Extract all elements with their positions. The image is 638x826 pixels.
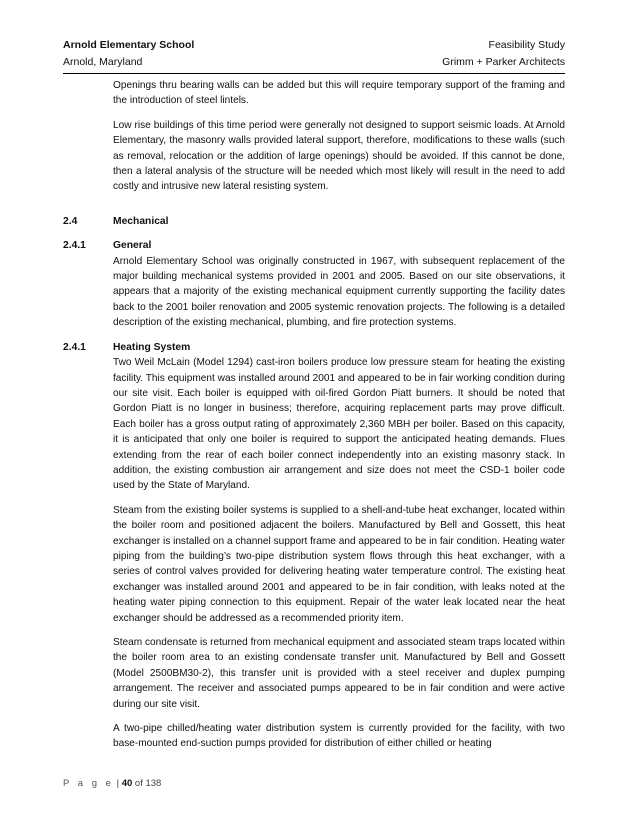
header-right <box>442 37 565 71</box>
footer-page-number: 40 <box>121 778 133 789</box>
section-title: Mechanical <box>113 215 169 227</box>
section-number: 2.4.1 <box>63 240 86 252</box>
paragraph-condensate: Steam condensate is returned from mechanical equipment and associated steam traps located within the boiler room area to an existing condensate transfer unit. Manufactured by Bell and Gossett (Model 2500BM30-2), this transfer unit is provided with a steel receiver and duplex pumping arrangement. The receiver and associated pumps appeared to be in fair condition and were active during our site visit. <box>113 637 565 710</box>
section-title: General <box>113 240 152 252</box>
paragraph-openings: Openings thru bearing walls can be added but this will require temporary support of the framing and the introduction of steel lintels. <box>113 80 565 107</box>
paragraph-seismic: Low rise buildings of this time period were generally not designed to support seismic loads. At Arnold Elementary, the masonry walls provided lateral support, therefore, modifications to these walls (such as removal, relocation or the addition of large openings) should be avoided. If this cannot be done, then a lateral analysis of the structure will be needed which most likely will result in the need to add costly and intrusive new lateral resisting system. <box>113 119 565 193</box>
page-footer <box>63 778 161 789</box>
footer-separator: | <box>116 778 120 789</box>
header-rule <box>63 73 565 74</box>
paragraph-steam: Steam from the existing boiler systems is supplied to a shell-and-tube heat exchanger, located within the boiler room and positioned adjacent the boilers. Manufactured by Bell and Gossett, this heat exchanger is installed on a channel support frame and appeared to be in fair condition. Heating water piping from the building’s two-pipe distribution system flows through this heat exchanger, with a series of control valves provided for delivering heating water temperature control. The existing heat exchanger was installed around 2001 and appeared to be in fair condition, with leaks noted at the heating water piping connection to this equipment. Repair of the water leak located near the heat exchanger should be addressed as a recommended priority item. <box>113 504 565 624</box>
paragraph-heating: Two Weil McLain (Model 1294) cast-iron boilers produce low pressure steam for heating the existing facility. This equipment was installed around 2001 and appeared to be in fair working condition during our site visit. Each boiler is equipped with oil-fired Gordon Piatt burners. It should be noted that Gordon Piatt is no longer in business; therefore, acquiring replacement parts may prove difficult. Each boiler has a gross output rating of approximately 2,360 MBH per boiler. Based on this capacity, it is anticipated that only one boiler is required to support the anticipated heating demands. Flues extending from the rear of each boiler connect independently into an existing masonry stack. In addition, the existing combustion air arrangement and size does not meet the CSD-1 boiler code used by the State of Maryland. <box>113 357 565 492</box>
header-school: Arnold Elementary School <box>63 39 195 51</box>
document-body <box>63 78 565 761</box>
section-2-4-1-general <box>63 238 565 330</box>
paragraph-chilled-water: A two-pipe chilled/heating water distribution system is currently provided for the facility, with two base-mounted end-suction pumps provided for distribution of either chilled or heating <box>113 723 565 750</box>
section-2-4-1-heating <box>63 340 565 494</box>
section-2-4 <box>63 214 565 229</box>
section-title: Heating System <box>113 341 191 353</box>
paragraph-general: Arnold Elementary School was originally constructed in 1967, with subsequent replacement of the major building mechanical systems provided in 2001 and 2005. Based on our site observations, it appears that a majority of the existing mechanical equipment currently supporting the facility dates back to the 2001 boiler renovation and 2005 systemic renovation projects. The following is a detailed description of the existing mechanical, plumbing, and fire protection systems. <box>113 255 565 329</box>
header-location: Arnold, Maryland <box>63 56 143 68</box>
section-number: 2.4 <box>63 215 78 227</box>
footer-page-total: of 138 <box>134 778 162 789</box>
header-firm: Grimm + Parker Architects <box>442 56 565 68</box>
header-left <box>63 37 194 71</box>
section-number: 2.4.1 <box>63 341 86 353</box>
footer-page-label: P a g e <box>63 778 114 789</box>
header-doc-type: Feasibility Study <box>488 39 565 51</box>
